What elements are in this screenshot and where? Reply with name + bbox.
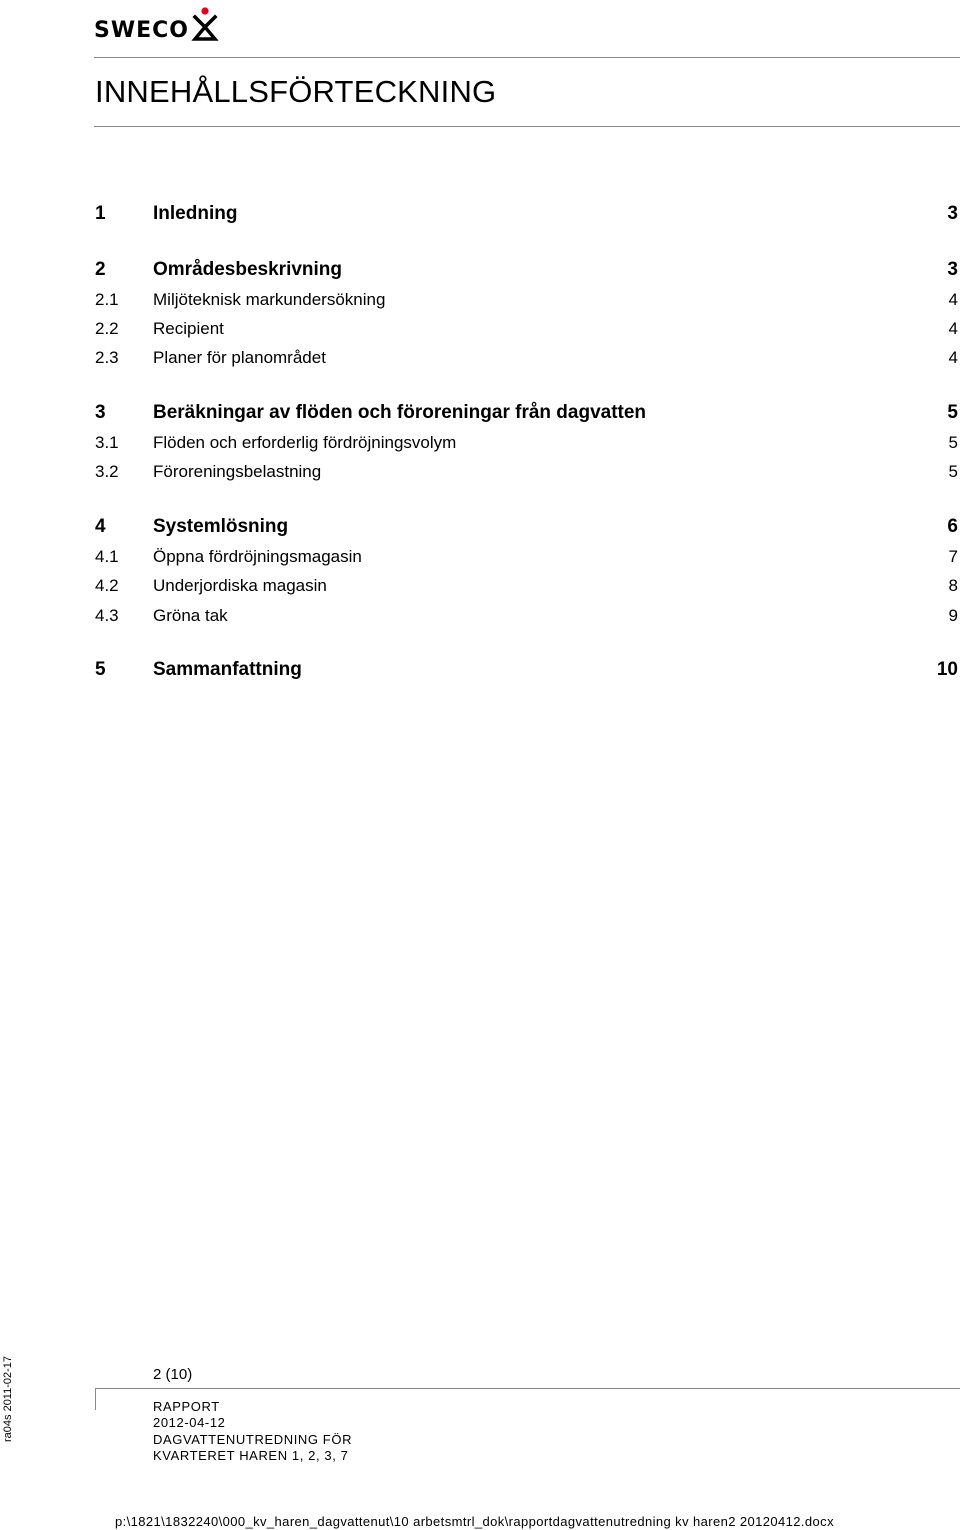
toc-page: 7 bbox=[948, 547, 958, 566]
toc-entry-4-3[interactable] bbox=[95, 604, 958, 628]
logo-text: SWECO bbox=[94, 18, 189, 43]
toc-page: 3 bbox=[947, 203, 958, 224]
toc-number: 4.3 bbox=[95, 606, 119, 625]
template-code: ra04s 2011-02-17 bbox=[2, 1355, 14, 1442]
toc-label: Föroreningsbelastning bbox=[153, 462, 322, 481]
toc-page: 5 bbox=[947, 402, 958, 423]
toc-label: Öppna fördröjningsmagasin bbox=[153, 547, 362, 566]
toc-number: 4 bbox=[95, 516, 106, 537]
toc-number: 3 bbox=[95, 402, 106, 423]
toc-label: Beräkningar av flöden och föroreningar från dagvatten bbox=[153, 402, 647, 423]
page-title: INNEHÅLLSFÖRTECKNING bbox=[95, 74, 497, 109]
toc-entry-4-1[interactable] bbox=[95, 545, 958, 569]
toc-entry-2-3[interactable] bbox=[95, 346, 958, 370]
footer-divider-tick bbox=[95, 1388, 96, 1410]
toc-entry-4[interactable] bbox=[95, 515, 958, 539]
document-type: RAPPORT bbox=[153, 1399, 220, 1414]
title-divider bbox=[94, 126, 960, 127]
toc-entry-5[interactable] bbox=[95, 658, 958, 682]
header-divider bbox=[94, 57, 960, 58]
toc-number: 3.2 bbox=[95, 462, 119, 481]
footer-info bbox=[153, 1399, 352, 1464]
toc-page: 4 bbox=[948, 290, 958, 309]
toc-label: Gröna tak bbox=[153, 606, 228, 625]
toc-entry-1[interactable] bbox=[95, 202, 958, 226]
file-path: p:\1821\1832240\000_kv_haren_dagvattenut\10 arbetsmtrl_dok\rapportdagvattenutredning kv haren2 20120412.docx bbox=[115, 1514, 834, 1529]
toc-entry-3-1[interactable] bbox=[95, 431, 958, 455]
toc-page: 3 bbox=[947, 259, 958, 280]
toc-number: 2.2 bbox=[95, 319, 119, 338]
toc-number: 2.3 bbox=[95, 348, 119, 367]
toc-number: 4.2 bbox=[95, 576, 119, 595]
toc-label: Systemlösning bbox=[153, 516, 289, 537]
toc-entry-2-2[interactable] bbox=[95, 317, 958, 341]
toc-number: 1 bbox=[95, 203, 106, 224]
toc-label: Underjordiska magasin bbox=[153, 576, 327, 595]
document-title-line-2: KVARTERET HAREN 1, 2, 3, 7 bbox=[153, 1447, 349, 1463]
toc-entry-4-2[interactable] bbox=[95, 574, 958, 598]
toc-page: 8 bbox=[948, 576, 958, 595]
toc-number: 4.1 bbox=[95, 547, 119, 566]
toc-entry-3-2[interactable] bbox=[95, 460, 958, 484]
toc-number: 2 bbox=[95, 259, 106, 280]
toc-page: 4 bbox=[948, 348, 958, 367]
toc-page: 9 bbox=[948, 606, 958, 625]
toc-label: Miljöteknisk markundersökning bbox=[153, 290, 386, 309]
sweco-figure-icon bbox=[191, 6, 219, 44]
toc-label: Flöden och erforderlig fördröjningsvolym bbox=[153, 433, 457, 452]
toc-label: Sammanfattning bbox=[153, 659, 302, 680]
sweco-logo bbox=[94, 4, 219, 44]
footer-divider bbox=[95, 1388, 960, 1389]
toc-entry-3[interactable] bbox=[95, 401, 958, 425]
toc-entry-2[interactable] bbox=[95, 258, 958, 282]
toc-page: 5 bbox=[948, 433, 958, 452]
toc-label: Områdesbeskrivning bbox=[153, 259, 343, 280]
document-date: 2012-04-12 bbox=[153, 1415, 226, 1431]
toc-number: 2.1 bbox=[95, 290, 119, 309]
toc-page: 4 bbox=[948, 319, 958, 338]
page-count: 2 (10) bbox=[153, 1366, 193, 1383]
toc-entry-2-1[interactable] bbox=[95, 288, 958, 312]
toc-number: 5 bbox=[95, 659, 106, 680]
toc-label: Planer för planområdet bbox=[153, 348, 326, 367]
toc-page: 10 bbox=[936, 659, 958, 680]
toc-page: 6 bbox=[947, 516, 958, 537]
document-title-line-1: DAGVATTENUTREDNING FÖR bbox=[153, 1431, 353, 1447]
toc-page: 5 bbox=[948, 462, 958, 481]
toc-label: Inledning bbox=[153, 203, 238, 224]
toc-label: Recipient bbox=[153, 319, 224, 338]
toc-number: 3.1 bbox=[95, 433, 119, 452]
